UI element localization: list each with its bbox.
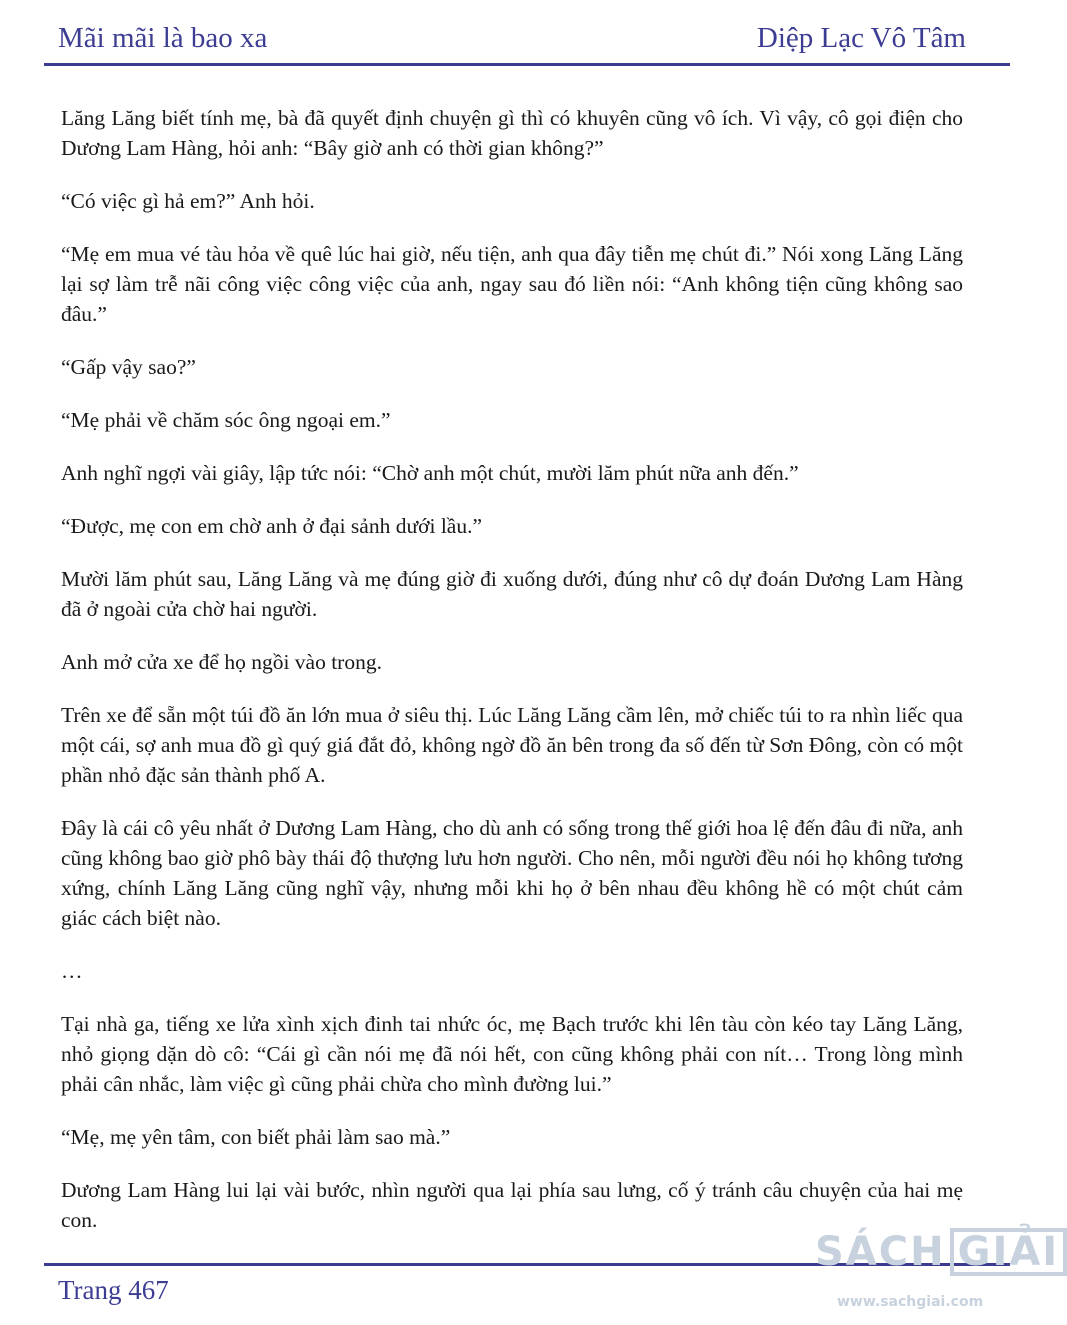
page-body [61, 103, 963, 1258]
watermark-url: www.sachgiai.com [837, 1294, 984, 1310]
paragraph: Anh nghĩ ngợi vài giây, lập tức nói: “Chờ anh một chút, mười lăm phút nữa anh đến.” [61, 461, 799, 485]
paragraph: Dương Lam Hàng lui lại vài bước, nhìn người qua lại phía sau lưng, cố ý tránh câu chuyện của hai mẹ con. [61, 1178, 963, 1232]
watermark [815, 1228, 1060, 1324]
author-name: Diệp Lạc Vô Tâm [756, 22, 966, 54]
paragraph: Đây là cái cô yêu nhất ở Dương Lam Hàng, cho dù anh có sống trong thế giới hoa lệ đến đâu đi nữa, anh cũng không bao giờ phô bày thái độ thượng lưu hơn người. Cho nên, mỗi người đều nói họ không tương xứng, chính Lăng Lăng cũng nghĩ vậy, nhưng mỗi khi họ ở bên nhau đều không hề có một chút cảm giác cách biệt nào. [61, 816, 963, 930]
paragraph: Anh mở cửa xe để họ ngồi vào trong. [61, 650, 382, 674]
paragraph: Trên xe để sẵn một túi đồ ăn lớn mua ở siêu thị. Lúc Lăng Lăng cầm lên, mở chiếc túi to ra nhìn liếc qua một cái, sợ anh mua đồ gì quý giá đắt đỏ, không ngờ đồ ăn bên trong đa số đến từ Sơn Đông, còn có một phần nhỏ đặc sản thành phố A. [61, 703, 963, 787]
paragraph: “Mẹ phải về chăm sóc ông ngoại em.” [61, 408, 391, 432]
watermark-logo [815, 1228, 1067, 1276]
paragraph: Mười lăm phút sau, Lăng Lăng và mẹ đúng giờ đi xuống dưới, đúng như cô dự đoán Dương Lam Hàng đã ở ngoài cửa chờ hai người. [61, 567, 963, 621]
page-number: Trang 467 [58, 1275, 169, 1305]
paragraph: “Mẹ em mua vé tàu hỏa về quê lúc hai giờ, nếu tiện, anh qua đây tiễn mẹ chút đi.” Nói xong Lăng Lăng lại sợ làm trễ nãi công việc công việc của anh, ngay sau đó liền nói: “Anh không tiện cũng không sao đâu.” [61, 242, 963, 326]
page-header [0, 0, 1024, 70]
paragraph: “Gấp vậy sao?” [61, 355, 196, 379]
watermark-logo-text: SÁCH [815, 1229, 946, 1275]
watermark-logo-box: GIẢI [950, 1228, 1067, 1276]
paragraph: “Mẹ, mẹ yên tâm, con biết phải làm sao mà.” [61, 1125, 451, 1149]
scene-break: … [61, 959, 83, 983]
paragraph: “Có việc gì hả em?” Anh hỏi. [61, 189, 315, 213]
header-divider [44, 63, 1010, 66]
paragraph: Tại nhà ga, tiếng xe lửa xình xịch đinh tai nhức óc, mẹ Bạch trước khi lên tàu còn kéo tay Lăng Lăng, nhỏ giọng dặn dò cô: “Cái gì cần nói mẹ đã nói hết, con cũng không phải con nít… Trong lòng mình phải cân nhắc, làm việc gì cũng phải chừa cho mình đường lui.” [61, 1012, 963, 1096]
paragraph: Lăng Lăng biết tính mẹ, bà đã quyết định chuyện gì thì có khuyên cũng vô ích. Vì vậy, cô gọi điện cho Dương Lam Hàng, hỏi anh: “Bây giờ anh có thời gian không?” [61, 106, 963, 160]
paragraph: “Được, mẹ con em chờ anh ở đại sảnh dưới lầu.” [61, 514, 483, 538]
book-title: Mãi mãi là bao xa [58, 22, 268, 54]
